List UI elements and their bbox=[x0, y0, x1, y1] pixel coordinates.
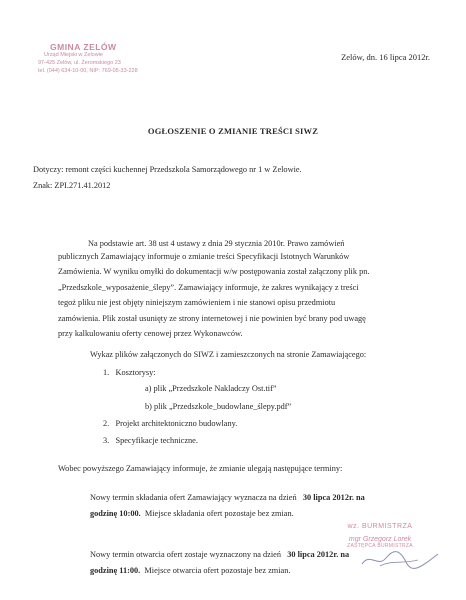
signature-stamp bbox=[320, 523, 440, 549]
paragraph-line: Na podstawie art. 38 ust 4 ustawy z dnia 29 stycznia 2010r. Prawo zamówień bbox=[88, 239, 345, 248]
stamp-line-4: tel. (044) 634-10-00, NIP: 769-05-33-228 bbox=[38, 68, 138, 74]
changes-intro: Wobec powyższego Zamawiający informuje, że zmianie ulegają następujące terminy: bbox=[58, 464, 343, 473]
opening-deadline-time: godzinę 11:00. Miejsce otwarcia ofert pozostaje bez zmian. bbox=[90, 566, 291, 575]
signature-role: ZASTĘPCA BURMISTRZA bbox=[347, 543, 413, 549]
list-item: 2. Projekt architektoniczno budowlany. bbox=[103, 419, 238, 428]
signature-title: wz. BURMISTRZA bbox=[347, 523, 413, 530]
list-item: 3. Specyfikacje techniczne. bbox=[103, 436, 198, 445]
document-title: OGŁOSZENIE O ZMIANIE TREŚCI SIWZ bbox=[147, 126, 319, 136]
reference-number: Znak: ZPI.271.41.2012 bbox=[33, 181, 111, 190]
paragraph-line: publicznych Zamawiający informuje o zmianie treści Specyfikacji Istotnych Warunków bbox=[58, 252, 350, 261]
paragraph-line: „Przedszkole_wyposażenie_ślepy”. Zamawiający informuje, że zakres wynikający z treści bbox=[58, 283, 359, 292]
paragraph-line: Zamówienia. W wyniku omyłki do dokumentacji w/w postępowania został załączony plik pn. bbox=[58, 267, 370, 276]
opening-deadline: Nowy termin otwarcia ofert zostaje wyznaczony na dzień 30 lipca 2012r. na bbox=[90, 550, 350, 559]
office-stamp bbox=[38, 43, 138, 75]
signature-name: mgr Grzegorz Lorek bbox=[348, 536, 412, 543]
list-item: a) plik „Przedszkole Nakladczy Ost.tif” bbox=[145, 384, 277, 393]
handwritten-signature-icon bbox=[360, 548, 440, 570]
place-date: Zelów, dn. 16 lipca 2012r. bbox=[341, 52, 430, 62]
main-paragraph bbox=[58, 236, 424, 251]
list-item: 1. Kosztorysy: bbox=[103, 368, 156, 377]
file-list-intro: Wykaz plików załączonych do SIWZ i zamieszczonych na stronie Zamawiającego: bbox=[90, 350, 367, 359]
list-item: b) plik „Przedszkole_budowlane_ślepy.pdf” bbox=[145, 402, 292, 411]
paragraph-line: zamówienia. Plik został usunięty ze strony internetowej i nie powinien być brany pod uwagę bbox=[58, 314, 366, 323]
stamp-line-3: 97-425 Zelów, ul. Żeromskiego 23 bbox=[38, 60, 121, 66]
stamp-line-1: GMINA ZELÓW bbox=[50, 42, 117, 52]
submission-deadline: Nowy termin składania ofert Zamawiający wyznacza na dzień 30 lipca 2012r. na bbox=[90, 493, 365, 502]
paragraph-line: tegoż pliku nie jest objęty niniejszym zamówieniem i nie stanowi opisu przedmiotu bbox=[58, 298, 336, 307]
paragraph-line: przy kalkulowaniu oferty cenowej przez Wykonawców. bbox=[58, 329, 243, 338]
regards-line: Dotyczy: remont części kuchennej Przedszkola Samorządowego nr 1 w Zelowie. bbox=[33, 165, 302, 174]
submission-deadline-time: godzinę 10:00. Miejsce składania ofert pozostaje bez zmian. bbox=[90, 509, 294, 518]
stamp-line-2: Urząd Miejski w Zelowie bbox=[44, 52, 103, 58]
